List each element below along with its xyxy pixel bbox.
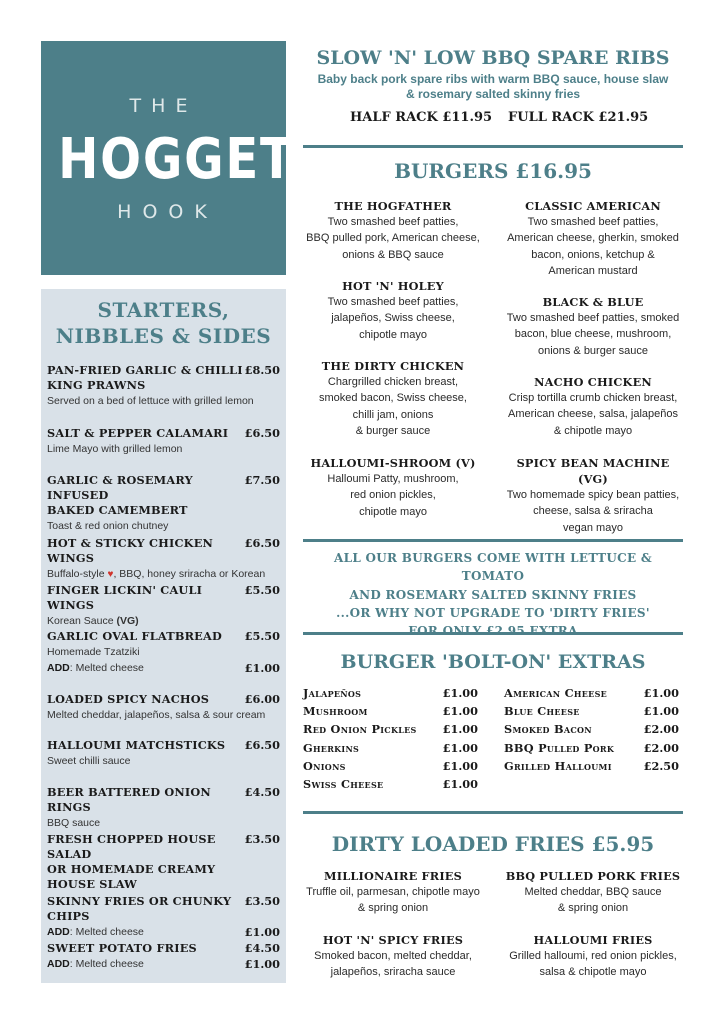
- starter-item: [47, 363, 280, 409]
- burger-desc-line: onions & burger sauce: [537, 344, 649, 357]
- extra-item: [504, 739, 679, 757]
- burger-name: SPICY BEAN MACHINE (VG): [516, 456, 670, 486]
- burger-note-line: ALL OUR BURGERS COME WITH LETTUCE & TOMATO: [333, 551, 653, 584]
- burger-name: HALLOUMI-SHROOM (V): [310, 456, 476, 470]
- fries-desc-line: Smoked bacon, melted cheddar,: [314, 950, 472, 962]
- starter-desc: BBQ sauce: [47, 817, 101, 829]
- extra-price: £1.00: [643, 686, 679, 700]
- fries-name: BBQ PULLED PORK FRIES: [505, 869, 681, 883]
- fries-desc-line: jalapeños, sriracha sauce: [330, 966, 456, 979]
- starter-desc: [47, 566, 280, 583]
- starter-name: HOT & STICKY CHICKEN WINGS: [47, 536, 214, 565]
- add-price: £1.00: [244, 661, 280, 675]
- starter-price: £7.50: [244, 473, 280, 487]
- starter-name: LOADED SPICY NACHOS: [47, 692, 210, 706]
- starter-name: PAN-FRIED GARLIC & CHILLI: [47, 363, 243, 377]
- burgers-title: BURGERS £16.95: [394, 159, 592, 183]
- starter-item: [47, 473, 280, 534]
- extra-item: [303, 757, 478, 775]
- fries-item: [300, 868, 486, 917]
- starter-price: £6.50: [244, 426, 280, 440]
- extra-item: [303, 739, 478, 757]
- burger-desc-line: cheese, salsa & sriracha: [533, 505, 653, 518]
- burger-desc-line: jalapeños, Swiss cheese,: [331, 312, 455, 325]
- burger-desc-line: Crisp tortilla crumb chicken breast,: [508, 392, 678, 404]
- starter-name: GARLIC & ROSEMARY INFUSED: [47, 473, 193, 502]
- starter-price: £6.50: [244, 738, 280, 752]
- starters-title-line1: STARTERS,: [97, 298, 230, 322]
- starter-desc: Lime Mayo with grilled lemon: [47, 443, 183, 455]
- extra-name: Mushroom: [303, 704, 368, 718]
- burger-name: THE HOGFATHER: [334, 199, 452, 213]
- vegan-tag: (VG): [116, 615, 139, 627]
- extra-name: Swiss Cheese: [303, 777, 384, 791]
- starter-desc: Toast & red onion chutney: [47, 520, 169, 532]
- logo-name: HOGGET: [58, 127, 295, 192]
- extra-name: Onions: [303, 759, 346, 773]
- fries-item: [500, 868, 686, 917]
- extra-name: Grilled Halloumi: [504, 759, 612, 773]
- burger-desc-line: red onion pickles,: [350, 489, 436, 502]
- starter-price: £3.50: [244, 894, 280, 908]
- starter-name-line2: BAKED CAMEMBERT: [47, 503, 188, 517]
- fries-title: DIRTY LOADED FRIES £5.95: [331, 832, 655, 856]
- burger-desc-line: bacon, blue cheese, mushroom,: [514, 328, 672, 341]
- starter-item: [47, 738, 280, 769]
- starter-desc: Served on a bed of lettuce with grilled lemon: [47, 395, 254, 407]
- starter-item: [47, 894, 280, 940]
- extra-price: £2.50: [643, 759, 679, 773]
- starter-price: £4.50: [244, 941, 280, 955]
- burger-name: THE DIRTY CHICKEN: [321, 359, 465, 373]
- burger-desc-line: chilli jam, onions: [352, 408, 434, 421]
- extras-title: BURGER 'BOLT-ON' EXTRAS: [340, 651, 646, 673]
- divider: [303, 539, 683, 542]
- fries-desc-line: salsa & chipotle mayo: [539, 966, 647, 979]
- extra-price: £1.00: [442, 777, 478, 791]
- burger-name: HOT 'N' HOLEY: [342, 279, 444, 293]
- burger-note-line: AND ROSEMARY SALTED SKINNY FRIES: [349, 587, 637, 602]
- starter-name: HALLOUMI MATCHSTICKS: [47, 738, 226, 752]
- extra-item: [303, 775, 478, 793]
- burger-item: [300, 278, 486, 343]
- burger-item: [300, 198, 486, 263]
- burger-note-line: ...OR WHY NOT UPGRADE TO 'DIRTY FRIES': [336, 605, 650, 620]
- ribs-desc-line2: & rosemary salted skinny fries: [405, 87, 581, 101]
- chilli-icon: ♥: [107, 569, 114, 580]
- extra-price: £1.00: [442, 759, 478, 773]
- burger-desc-line: American mustard: [548, 264, 638, 277]
- extra-name: Blue Cheese: [504, 704, 580, 718]
- starter-name: SKINNY FRIES OR CHUNKY CHIPS: [47, 894, 232, 923]
- burger-desc-line: Two homemade spicy bean patties,: [506, 489, 680, 501]
- full-rack-price: FULL RACK £21.95: [508, 110, 649, 125]
- fries-item: [300, 932, 486, 981]
- extra-item: [504, 702, 679, 720]
- starter-name: FINGER LICKIN' CAULI WINGS: [47, 583, 203, 612]
- add-text: : Melted cheese: [69, 662, 144, 674]
- burger-desc-line: bacon, onions, ketchup &: [531, 248, 655, 261]
- starter-item: [47, 941, 280, 972]
- burger-desc-line: chipotle mayo: [359, 328, 427, 341]
- add-price: £1.00: [244, 957, 280, 971]
- starter-add: [47, 924, 280, 940]
- starter-name: BEER BATTERED ONION RINGS: [47, 785, 211, 814]
- starter-price: £5.50: [244, 629, 280, 643]
- burger-desc-line: chipotle mayo: [359, 505, 427, 518]
- add-price: £1.00: [244, 925, 280, 939]
- extra-name: Jalapeños: [303, 686, 362, 700]
- extra-name: BBQ Pulled Pork: [504, 741, 615, 755]
- burger-note: [303, 549, 683, 640]
- extra-name: Gherkins: [303, 741, 360, 755]
- fries-desc-line: & spring onion: [557, 902, 629, 915]
- fries-desc-line: Melted cheddar, BBQ sauce: [524, 886, 662, 898]
- extra-name: Smoked Bacon: [504, 722, 592, 736]
- extra-price: £1.00: [442, 686, 478, 700]
- burger-desc-line: onions & BBQ sauce: [342, 248, 444, 261]
- extra-price: £2.00: [643, 722, 679, 736]
- starter-add: [47, 956, 280, 972]
- logo-the: THE: [129, 95, 198, 117]
- divider: [303, 811, 683, 814]
- burger-desc-line: Two smashed beef patties,: [327, 216, 459, 228]
- starter-item: [47, 785, 280, 831]
- extra-item: [303, 702, 478, 720]
- add-label: ADD: [47, 926, 70, 938]
- burger-desc-line: American cheese, gherkin, smoked: [507, 232, 679, 245]
- burger-item: [300, 455, 486, 520]
- starter-name: SWEET POTATO FRIES: [47, 941, 197, 955]
- starter-price: £3.50: [244, 832, 280, 846]
- extra-item: [303, 684, 478, 702]
- add-label: ADD: [47, 958, 70, 970]
- burger-desc-line: & burger sauce: [355, 424, 431, 437]
- burger-item: [300, 358, 486, 439]
- starters-title-line2: NIBBLES & SIDES: [55, 324, 272, 348]
- logo-hook: HOOK: [117, 201, 218, 223]
- extra-price: £1.00: [442, 722, 478, 736]
- burger-name: NACHO CHICKEN: [534, 375, 652, 389]
- logo: [41, 41, 295, 275]
- half-rack-price: HALF RACK £11.95: [350, 110, 493, 125]
- burger-desc-line: Halloumi Patty, mushroom,: [327, 473, 459, 485]
- burger-desc-line: Two smashed beef patties,: [327, 296, 459, 308]
- starter-desc-a: Korean Sauce: [47, 615, 117, 627]
- burger-desc-line: Two smashed beef patties,: [527, 216, 659, 228]
- extra-name: American Cheese: [504, 686, 608, 700]
- fries-name: HOT 'N' SPICY FRIES: [322, 933, 464, 947]
- starter-desc-b: , BBQ, honey sriracha or Korean: [113, 568, 266, 580]
- extra-price: £2.00: [643, 741, 679, 755]
- burger-desc-line: Two smashed beef patties, smoked: [506, 312, 680, 324]
- starters-panel: [41, 289, 286, 983]
- ribs-title: SLOW 'N' LOW BBQ SPARE RIBS: [316, 47, 670, 69]
- burger-item: [500, 294, 686, 359]
- starter-desc: [47, 613, 280, 629]
- burger-item: [500, 198, 686, 279]
- extra-item: [504, 720, 679, 738]
- burger-item: [500, 455, 686, 536]
- starters-title: [47, 297, 280, 349]
- add-text: : Melted cheese: [69, 958, 144, 970]
- starter-item: [47, 426, 280, 457]
- add-text: : Melted cheese: [69, 926, 144, 938]
- add-label: ADD: [47, 662, 70, 674]
- burger-desc-line: American cheese, salsa, jalapeños: [508, 408, 678, 421]
- ribs-desc-line1: Baby back pork spare ribs with warm BBQ sauce, house slaw: [317, 72, 669, 86]
- burger-name: CLASSIC AMERICAN: [525, 199, 661, 213]
- fries-name: HALLOUMI FRIES: [533, 933, 653, 947]
- starter-item: [47, 583, 280, 629]
- starter-price: £6.50: [244, 536, 280, 550]
- starter-item: [47, 832, 280, 892]
- extra-price: £1.00: [442, 704, 478, 718]
- fries-name: MILLIONAIRE FRIES: [324, 869, 462, 883]
- ribs-desc: [303, 72, 683, 102]
- fries-desc-line: Truffle oil, parmesan, chipotle mayo: [306, 886, 480, 898]
- starter-name: SALT & PEPPER CALAMARI: [47, 426, 229, 440]
- starter-price: £8.50: [244, 363, 280, 377]
- starter-price: £4.50: [244, 785, 280, 799]
- starter-name-line3: HOUSE SLAW: [47, 877, 138, 891]
- starter-desc: Melted cheddar, jalapeños, salsa & sour cream: [47, 709, 266, 721]
- extra-item: [504, 684, 679, 702]
- extra-item: [504, 757, 679, 775]
- extra-price: £1.00: [442, 741, 478, 755]
- starter-item: [47, 629, 280, 676]
- burger-desc-line: smoked bacon, Swiss cheese,: [319, 392, 467, 405]
- extra-name: Red Onion Pickles: [303, 722, 417, 736]
- burger-item: [500, 374, 686, 439]
- starter-price: £5.50: [244, 583, 280, 597]
- fries-item: [500, 932, 686, 981]
- burger-desc-line: & chipotle mayo: [553, 424, 633, 437]
- divider: [303, 632, 683, 635]
- starter-name-line2: KING PRAWNS: [47, 378, 146, 392]
- extra-price: £1.00: [643, 704, 679, 718]
- extra-item: [303, 720, 478, 738]
- starter-add: [47, 660, 280, 676]
- starter-desc: Homemade Tzatziki: [47, 646, 140, 658]
- starter-item: [47, 692, 280, 723]
- starter-price: £6.00: [244, 692, 280, 706]
- starter-desc: Sweet chilli sauce: [47, 755, 131, 767]
- fries-desc-line: & spring onion: [357, 902, 429, 915]
- burger-desc-line: vegan mayo: [563, 521, 623, 534]
- starter-desc-a: Buffalo-style: [47, 568, 105, 580]
- starter-name: GARLIC OVAL FLATBREAD: [47, 629, 222, 643]
- starter-name-line2: OR HOMEMADE CREAMY: [47, 862, 216, 876]
- starter-item: [47, 536, 280, 583]
- divider: [303, 145, 683, 148]
- fries-desc-line: Grilled halloumi, red onion pickles,: [509, 950, 677, 962]
- burger-desc-line: Chargrilled chicken breast,: [327, 376, 459, 388]
- burger-name: BLACK & BLUE: [542, 295, 644, 309]
- burger-desc-line: BBQ pulled pork, American cheese,: [306, 232, 480, 245]
- starter-name: FRESH CHOPPED HOUSE SALAD: [47, 832, 216, 861]
